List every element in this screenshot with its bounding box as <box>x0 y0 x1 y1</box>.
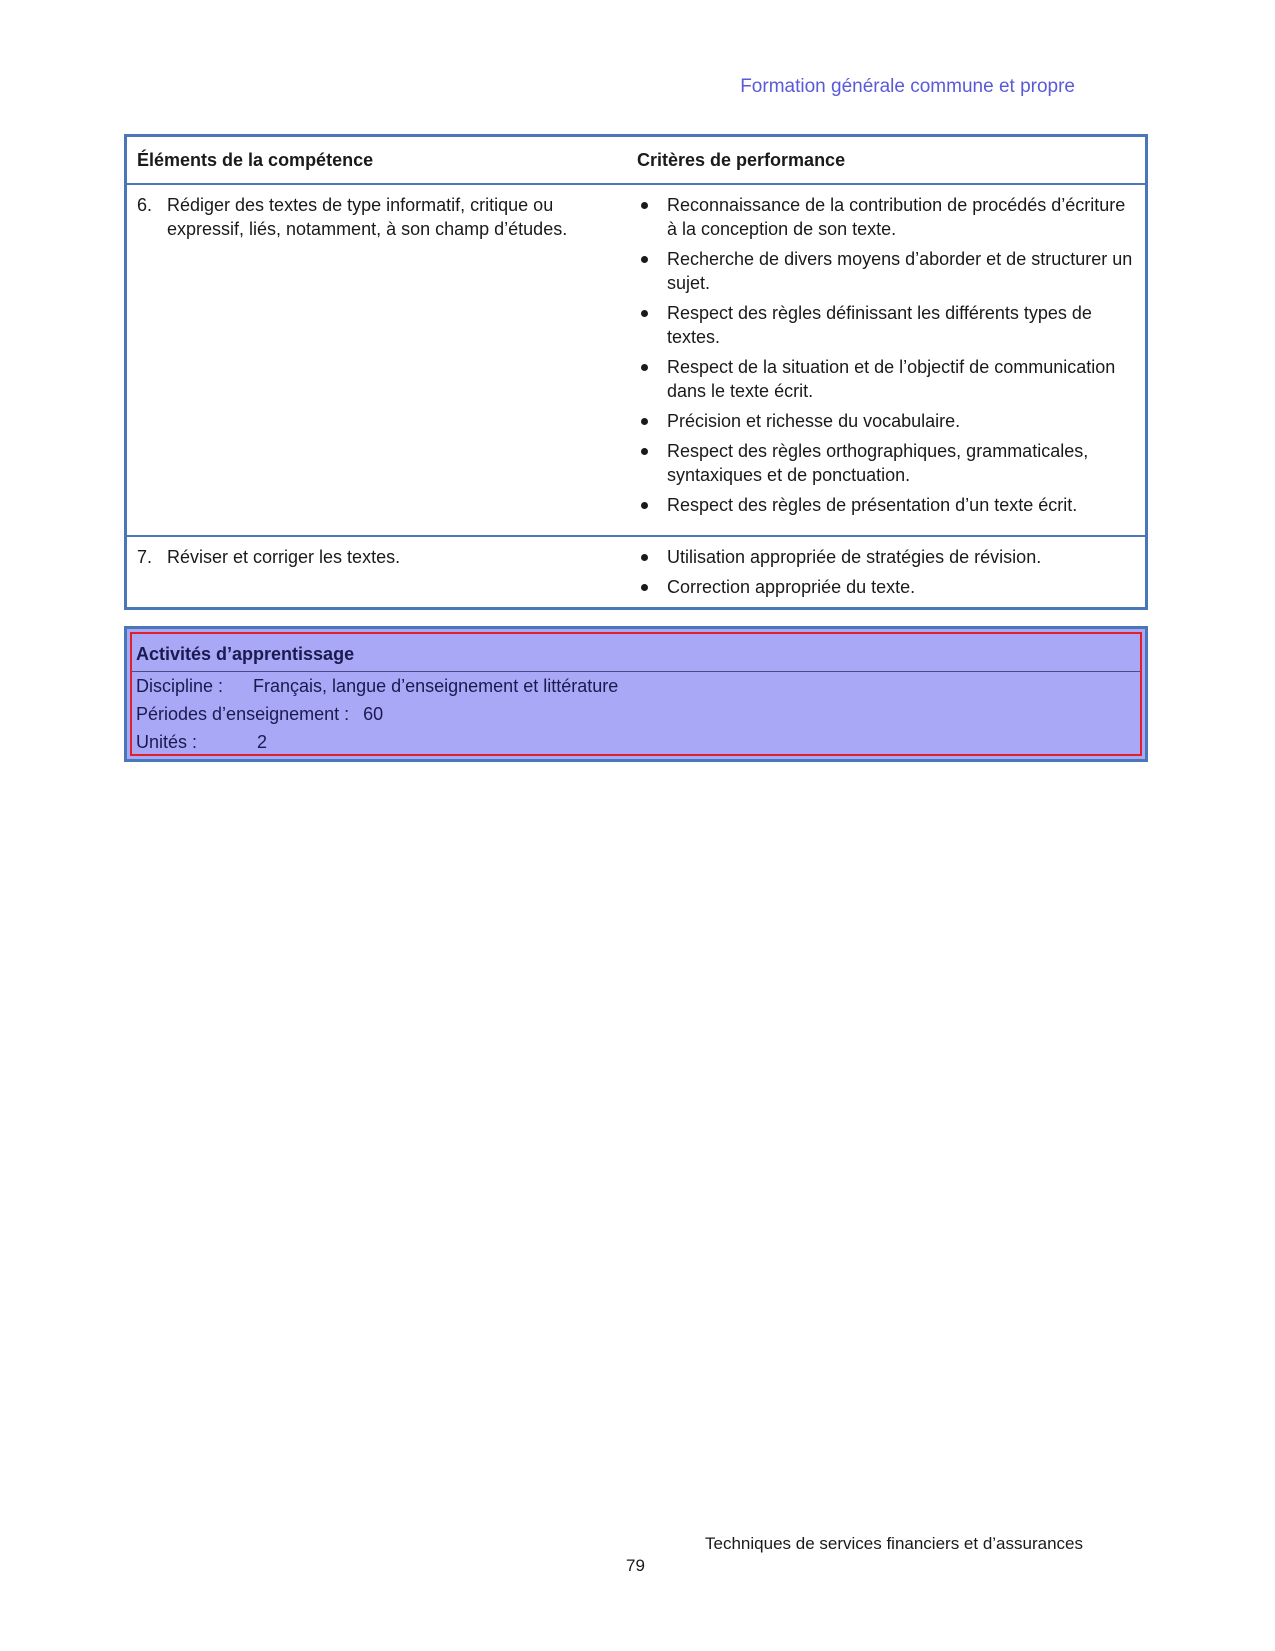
element-number: 6. <box>137 195 153 215</box>
bullet-icon <box>637 409 667 433</box>
table-row <box>127 535 1145 607</box>
running-header: Formation générale commune et propre <box>740 76 1075 97</box>
column-header-elements: Éléments de la compétence <box>137 149 374 170</box>
criterion-text: Respect des règles orthographiques, grammaticales, syntaxiques et de ponctuation. <box>667 441 1089 485</box>
learning-activities-box <box>124 626 1148 762</box>
footer-program-title: Techniques de services financiers et d’assurances <box>705 1534 1083 1553</box>
criterion-text: Utilisation appropriée de stratégies de révision. <box>667 547 1042 567</box>
list-item <box>637 193 1145 241</box>
list-item <box>637 493 1145 517</box>
list-item <box>637 439 1145 487</box>
element-number: 7. <box>137 547 153 567</box>
criterion-text: Respect de la situation et de l’objectif de communication dans le texte écrit. <box>667 357 1116 401</box>
list-item <box>637 545 1145 569</box>
discipline-line <box>132 672 1140 700</box>
bullet-icon <box>637 493 667 517</box>
competency-element <box>137 545 637 569</box>
list-item <box>637 355 1145 403</box>
criteria-list <box>637 193 1145 517</box>
criterion-text: Respect des règles de présentation d’un texte écrit. <box>667 495 1078 515</box>
page-number: 79 <box>626 1556 645 1575</box>
bullet-icon <box>637 193 667 241</box>
competency-table <box>124 134 1148 610</box>
bullet-icon <box>637 355 667 403</box>
criterion-text: Respect des règles définissant les différents types de textes. <box>667 303 1092 347</box>
criterion-text: Reconnaissance de la contribution de procédés d’écriture à la conception de son texte. <box>667 195 1126 239</box>
bullet-icon <box>637 545 667 569</box>
column-header-criteria: Critères de performance <box>637 149 846 170</box>
activities-title: Activités d’apprentissage <box>136 644 355 664</box>
periods-label: Périodes d’enseignement : <box>136 704 350 724</box>
competency-element <box>137 193 637 241</box>
list-item <box>637 575 1145 599</box>
bullet-icon <box>637 247 667 295</box>
bullet-icon <box>637 439 667 487</box>
element-text: Rédiger des textes de type informatif, critique ou expressif, liés, notamment, à son champ d’études. <box>167 195 568 239</box>
units-line <box>132 728 1140 756</box>
table-header-row <box>127 137 1145 185</box>
criterion-text: Précision et richesse du vocabulaire. <box>667 411 961 431</box>
list-item <box>637 301 1145 349</box>
criteria-list <box>637 545 1145 599</box>
periods-line <box>132 700 1140 728</box>
criterion-text: Correction appropriée du texte. <box>667 577 916 597</box>
discipline-label: Discipline : <box>136 676 224 696</box>
criterion-text: Recherche de divers moyens d’aborder et de structurer un sujet. <box>667 249 1133 293</box>
units-label: Unités : <box>136 732 198 752</box>
table-row <box>127 185 1145 535</box>
list-item <box>637 409 1145 433</box>
element-text: Réviser et corriger les textes. <box>167 547 401 567</box>
periods-value: 60 <box>363 704 384 724</box>
bullet-icon <box>637 301 667 349</box>
bullet-icon <box>637 575 667 599</box>
list-item <box>637 247 1145 295</box>
units-value: 2 <box>257 732 268 752</box>
discipline-value: Français, langue d’enseignement et littérature <box>253 676 619 696</box>
